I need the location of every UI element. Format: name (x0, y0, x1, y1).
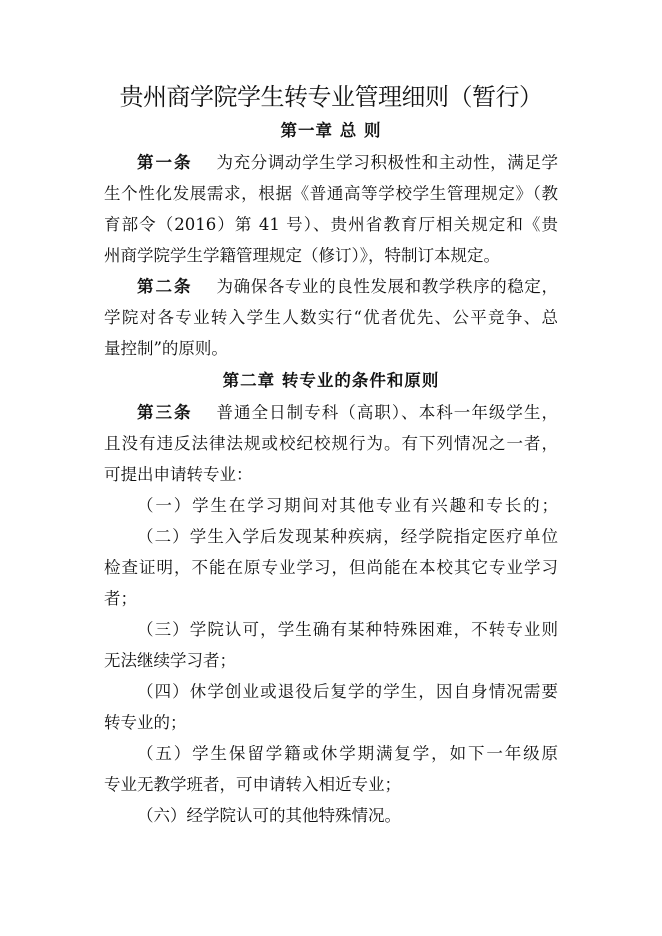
list-item (104, 738, 558, 800)
line-text: 为确保各专业的良性发展和教学秩序的稳定， (216, 277, 558, 296)
text-line: （五）学生保留学籍或休学期满复学，如下一年级原 (137, 744, 558, 763)
text-line: 检查证明，不能在原专业学习，但尚能在本校其它专业学习 (104, 558, 558, 577)
text-line: （四）休学创业或退役后复学的学生，因自身情况需要 (137, 682, 558, 701)
text-line (104, 147, 558, 178)
text-line (104, 397, 558, 428)
list-item (104, 614, 558, 676)
text-line: （一）学生在学习期间对其他专业有兴趣和专长的； (137, 496, 558, 515)
line-text: 普通全日制专科（高职）、本科一年级学生， (216, 403, 558, 422)
line-text: 为充分调动学生学习积极性和主动性，满足学 (216, 153, 558, 172)
text-line: 专业无教学班者，可申请转入相近专业； (104, 775, 401, 794)
article-number: 第一条 (137, 153, 193, 172)
article-paragraph (104, 397, 558, 490)
text-line: 转专业的； (104, 713, 187, 732)
document-page (104, 80, 558, 831)
article-number: 第三条 (137, 403, 193, 422)
text-line: 州商学院学生学籍管理规定（修订）》，特制订本规定。 (104, 246, 500, 265)
text-line: （六）经学院认可的其他特殊情况。 (137, 806, 401, 825)
list-item (104, 490, 558, 521)
text-line: 学院对各专业转入学生人数实行“优者优先、公平竞争、总 (104, 308, 558, 327)
list-item (104, 676, 558, 738)
article-number: 第二条 (137, 277, 193, 296)
document-title: 贵州商学院学生转专业管理细则（暂行） (119, 83, 543, 111)
article-paragraph (104, 147, 558, 271)
text-line: 育部令（2016）第 41 号）、贵州省教育厅相关规定和《贵 (104, 215, 558, 234)
text-line: 生个性化发展需求，根据《普通高等学校学生管理规定》（教 (104, 184, 558, 203)
chapter-heading: 第二章 转专业的条件和原则 (222, 371, 440, 390)
text-line (104, 271, 558, 302)
text-line: 且没有违反法律法规或校纪校规行为。有下列情况之一者， (104, 434, 558, 453)
text-line: 可提出申请转专业： (104, 465, 253, 484)
text-line: （三）学院认可，学生确有某种特殊困难，不转专业则 (137, 620, 558, 639)
text-line: 无法继续学习者； (104, 651, 236, 670)
list-item (104, 521, 558, 614)
text-line: 者； (104, 589, 137, 608)
list-item (104, 800, 558, 831)
chapter-heading: 第一章 总 则 (280, 121, 382, 140)
text-line: （二）学生入学后发现某种疾病，经学院指定医疗单位 (137, 527, 558, 546)
article-paragraph (104, 271, 558, 364)
text-line: 量控制”的原则。 (104, 339, 228, 358)
